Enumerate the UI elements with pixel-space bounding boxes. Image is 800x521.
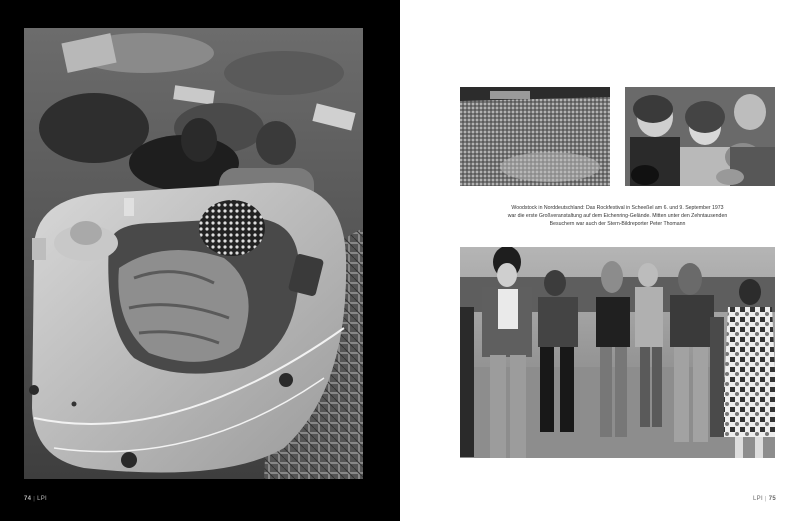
- photo-caption: [460, 204, 775, 228]
- photo-festival-crowd-aerial: [460, 87, 610, 186]
- caption-line-2: war die erste Großveranstaltung auf dem Eichenring-Gelände. Mitten unter den Zehntausenden: [507, 213, 728, 219]
- folio-section-right: LPI: [753, 496, 763, 502]
- caption-line-3: Besuchern war auch der Stern-Bildreporter Peter Thomann: [549, 221, 686, 227]
- folio-section-left: LPI: [37, 496, 47, 502]
- folio-separator-right: |: [764, 496, 767, 502]
- folio-right: [753, 496, 776, 502]
- folio-left: [24, 496, 47, 502]
- photo-festival-audience-closeup: [625, 87, 775, 186]
- photo-festival-visitors-walking: [460, 247, 775, 458]
- page-number-right: 75: [768, 496, 776, 502]
- page-number-left: 74: [24, 496, 32, 502]
- caption-line-1: Woodstock in Norddeutschland: Das Rockfestival in Scheeßel am 6. und 9. September 1973: [511, 205, 724, 211]
- right-page: [400, 0, 800, 521]
- photo-couple-in-inflatable-boat: [24, 28, 363, 479]
- folio-separator-left: |: [33, 496, 36, 502]
